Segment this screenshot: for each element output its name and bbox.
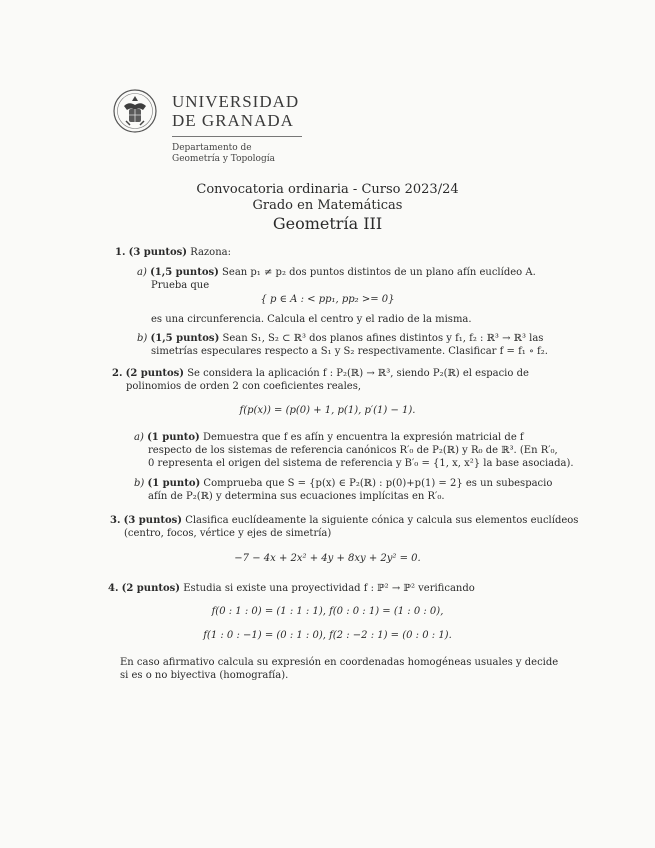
q2-intro-2: polinomios de orden 2 con coeficientes reales, (126, 381, 362, 392)
q3-points: (3 puntos) (123, 515, 182, 526)
department-line-2: Geometría y Topología (172, 154, 275, 164)
q2a-text-3: 0 representa el origen del sistema de referencia y B′₀ = {1, x, x²} la base asociada). (148, 458, 574, 469)
university-line-2: DE GRANADA (172, 111, 294, 130)
q1-intro: Razona: (190, 247, 231, 258)
q2-intro-1: Se considera la aplicación f : P₂(ℝ) → ℝ³, siendo P₂(ℝ) el espacio de (187, 368, 529, 379)
department (172, 143, 275, 165)
q1a-text-1: Sean p₁ ≠ p₂ dos puntos distintos de un plano afín euclídeo A. (222, 267, 536, 278)
q1b-text-1: Sean S₁, S₂ ⊂ ℝ³ dos planos afines distintos y f₁, f₂ : ℝ³ → ℝ³ las (222, 333, 544, 344)
q2b-points: (1 punto) (147, 478, 201, 489)
q2b-text-2: afín de P₂(ℝ) y determina sus ecuaciones implícitas en R′₀. (148, 491, 445, 502)
q3-heading (110, 514, 578, 527)
q3-text-2: (centro, focos, vértice y ejes de simetría) (124, 528, 332, 539)
q1-heading (115, 246, 231, 259)
q2b-text-1: Comprueba que S = {p(x) ∈ P₂(ℝ) : p(0)+p(1) = 2} es un subespacio (203, 478, 553, 489)
q4-formula-2: f(1 : 0 : −1) = (0 : 1 : 0), f(2 : −2 : 1) = (0 : 0 : 1). (203, 630, 452, 641)
subject-title: Geometría III (272, 214, 383, 233)
q4-number: 4. (108, 583, 119, 594)
q2-number: 2. (112, 368, 123, 379)
q2a-label: a) (134, 432, 144, 443)
q1a-text-2: Prueba que (151, 280, 210, 291)
q2b-line-1 (134, 477, 552, 490)
q3-number: 3. (110, 515, 121, 526)
q4-heading (108, 582, 475, 595)
q2a-line-1 (134, 431, 524, 444)
university-line-1: UNIVERSIDAD (172, 92, 300, 111)
q2a-text-1: Demuestra que f es afín y encuentra la expresión matricial de f (202, 432, 524, 443)
university-name (172, 92, 299, 130)
q4-text-3: si es o no biyectiva (homografía). (120, 670, 289, 681)
q2-heading (112, 367, 529, 380)
q4-formula-1: f(0 : 1 : 0) = (1 : 1 : 1), f(0 : 0 : 1) = (1 : 0 : 0), (211, 606, 444, 617)
q1-points: (3 puntos) (128, 247, 187, 258)
degree-name: Grado en Matemáticas (252, 198, 403, 213)
exam-session: Convocatoria ordinaria - Curso 2023/24 (196, 182, 459, 197)
q4-text-1: Estudia si existe una proyectividad f : ℙ² → ℙ² verificando (183, 583, 475, 594)
q1b-line-1 (137, 332, 543, 345)
q3-formula: −7 − 4x + 2x² + 4y + 8xy + 2y² = 0. (234, 553, 421, 564)
q1a-label: a) (137, 267, 147, 278)
q1b-label: b) (137, 333, 148, 344)
q1b-text-2: simetrías especulares respecto a S₁ y S₂ respectivamente. Clasificar f = f₁ ∘ f₂. (151, 346, 548, 357)
q1b-points: (1,5 puntos) (150, 333, 220, 344)
q1a-line-1 (137, 266, 536, 279)
q2a-points: (1 punto) (147, 432, 200, 443)
q1a-formula: { p ∈ A : < pp₁, pp₂ >= 0} (260, 294, 395, 305)
q2-formula: f(p(x)) = (p(0) + 1, p(1), p′(1) − 1). (239, 405, 416, 416)
q2a-text-2: respecto de los sistemas de referencia canónicos R′₀ de P₂(ℝ) y R₀ de ℝ³. (En R′₀, (148, 445, 558, 456)
q2-points: (2 puntos) (125, 368, 184, 379)
department-line-1: Departamento de (172, 143, 252, 153)
q1a-text-3: es una circunferencia. Calcula el centro y el radio de la misma. (151, 314, 472, 325)
q4-text-2: En caso afirmativo calcula su expresión en coordenadas homogéneas usuales y decide (120, 657, 559, 668)
university-crest-icon (112, 88, 158, 134)
q2b-label: b) (134, 478, 145, 489)
logo-divider (172, 136, 302, 137)
q4-points: (2 puntos) (121, 583, 180, 594)
q3-text-1: Clasifica euclídeamente la siguiente cónica y calcula sus elementos euclídeos (185, 515, 579, 526)
q1-number: 1. (115, 247, 126, 258)
q1a-points: (1,5 puntos) (150, 267, 219, 278)
